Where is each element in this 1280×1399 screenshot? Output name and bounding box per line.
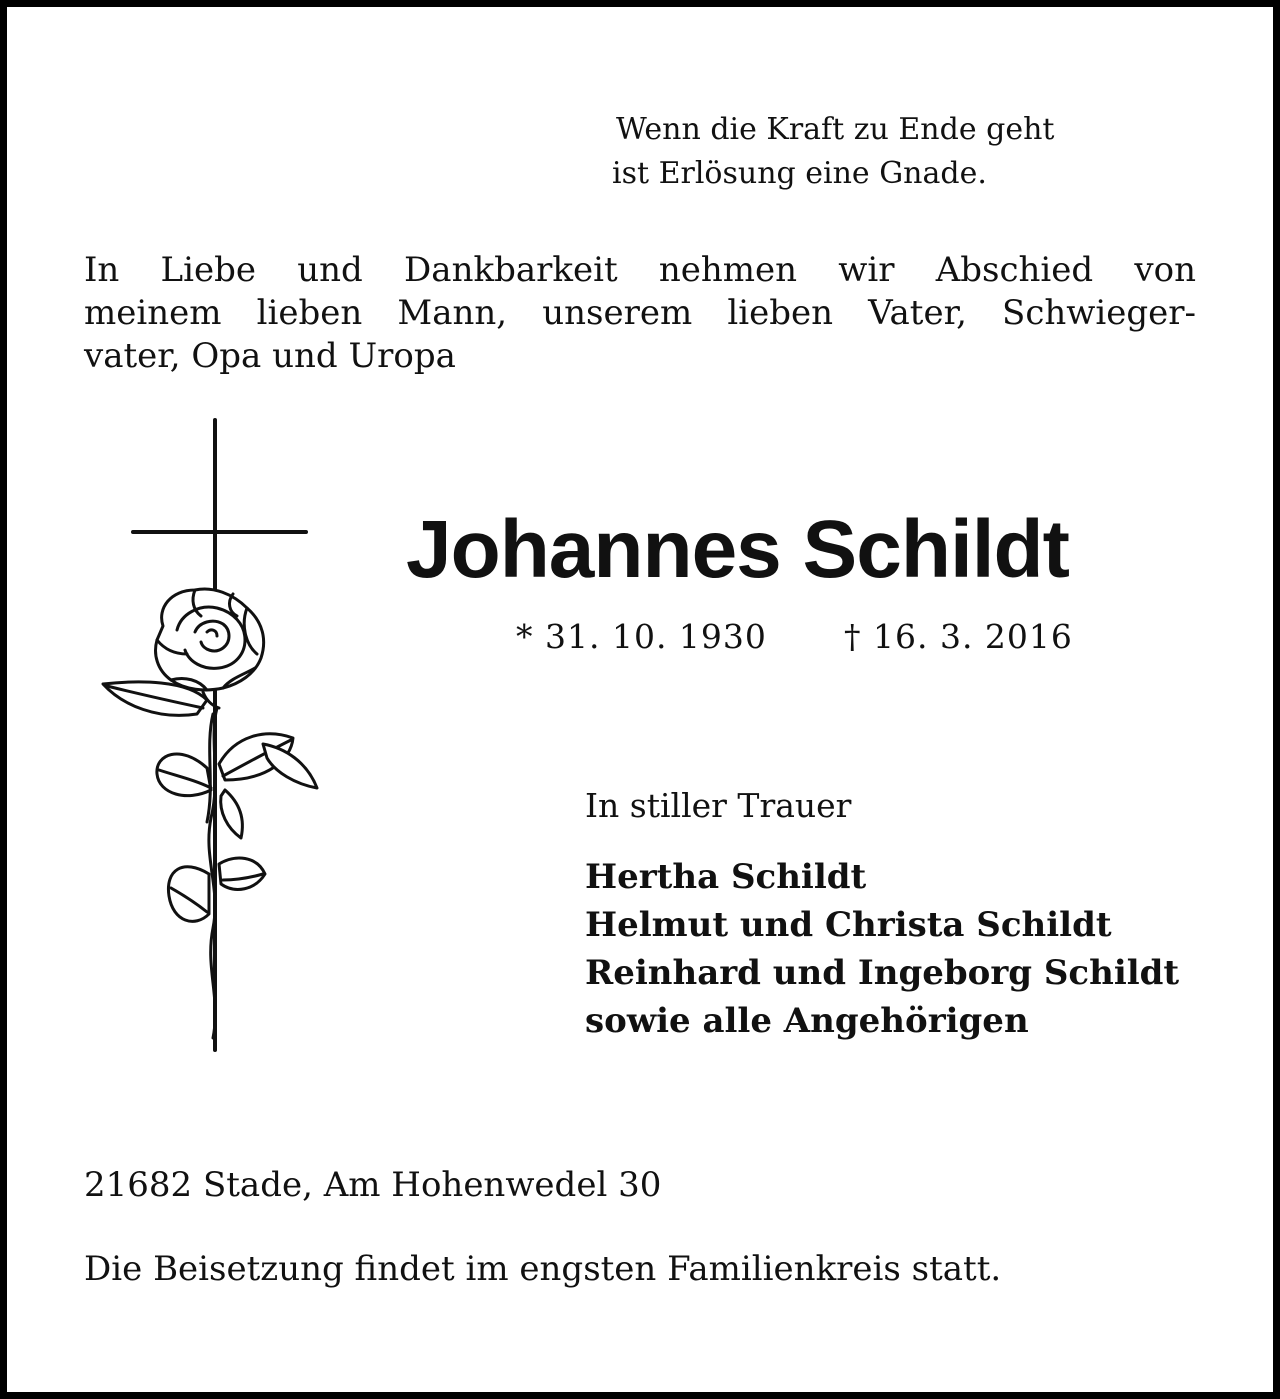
death-date: † 16. 3. 2016 xyxy=(844,617,1073,656)
intro-line: meinem lieben Mann, unserem lieben Vater, Schwieger- xyxy=(84,293,1196,333)
motto-line: Wenn die Kraft zu Ende geht xyxy=(616,112,1055,147)
motto xyxy=(612,108,1054,196)
funeral-note: Die Beisetzung findet im engsten Familienkreis statt. xyxy=(84,1249,1002,1289)
deceased-name: Johannes Schildt xyxy=(406,504,1069,595)
rose-leaf xyxy=(157,734,317,838)
family-address: 21682 Stade, Am Hohenwedel 30 xyxy=(84,1165,662,1205)
mourner-name: Hertha Schildt xyxy=(585,857,867,897)
cross-with-rose-icon xyxy=(95,418,325,1053)
motto-line: ist Erlösung eine Gnade. xyxy=(612,156,987,191)
mourning-heading: In stiller Trauer xyxy=(585,786,852,825)
birth-date: * 31. 10. 1930 xyxy=(516,617,767,656)
mourner-name: Helmut und Christa Schildt xyxy=(585,905,1112,945)
mourner-name: sowie alle Angehörigen xyxy=(585,1001,1029,1041)
mourner-list xyxy=(585,853,1179,1045)
intro-text xyxy=(84,249,1196,378)
mourner-name: Reinhard und Ingeborg Schildt xyxy=(585,953,1180,993)
intro-line: vater, Opa und Uropa xyxy=(84,336,456,376)
intro-line: In Liebe und Dankbarkeit nehmen wir Abschied von xyxy=(84,250,1196,290)
